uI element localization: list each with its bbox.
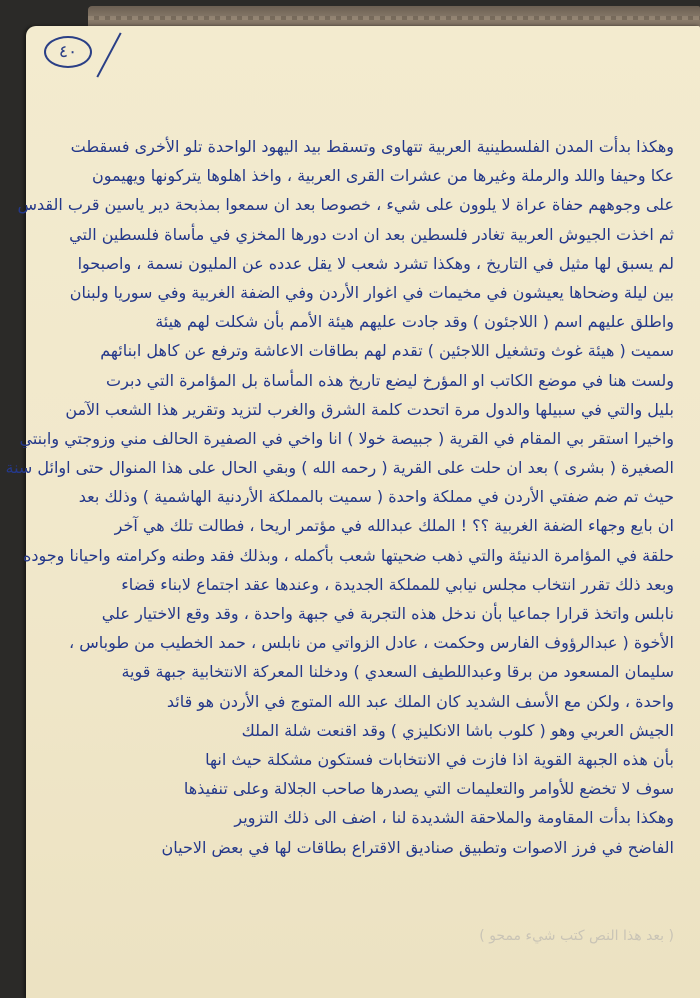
text-line: وهكذا بدأت المدن الفلسطينية العربية تتهاوى وتسقط بيد اليهود الواحدة تلو الأخرى فسقطت: [70, 137, 674, 156]
text-line: واحدة ، ولكن مع الأسف الشديد كان الملك عبد الله المتوج في الأردن هو قائد: [166, 691, 674, 711]
handwritten-text: [5, 132, 674, 862]
text-line: سليمان المسعود من برقا وعبداللطيف السعدي ) ودخلنا المعركة الانتخابية جبهة قوية: [121, 662, 674, 682]
text-line: وهكذا بدأت المقاومة والملاحقة الشديدة لنا ، اضف الى ذلك التزوير: [234, 808, 674, 828]
page-number: ٤٠: [44, 36, 92, 68]
faded-trace-line: ( بعد هذا النص كتب شيء ممحو ): [479, 928, 674, 944]
text-line: الجيش العربي وهو ( كلوب باشا الانكليزي ) وقد اقنعت شلة الملك: [241, 720, 674, 740]
text-line: بأن هذه الجبهة القوية اذا فازت في الانتخابات فستكون مشكلة حيث انها: [205, 749, 674, 769]
text-line: عكا وحيفا واللد والرملة وغيرها من عشرات القرى العربية ، واخذ اهلوها يتركونها ويهيمون: [91, 166, 674, 186]
text-line: ثم اخذت الجيوش العربية تغادر فلسطين بعد ان ادت دورها المخزي في مأساة فلسطين التي: [69, 224, 674, 244]
text-line: لم يسبق لها مثيل في التاريخ ، وهكذا تشرد شعب لا يقل عدده عن المليون نسمة ، واصبحوا: [77, 253, 674, 273]
text-line: على وجوههم حفاة عراة لا يلوون على شيء ، خصوصا بعد ان سمعوا بمذبحة دير ياسين قرب القدس: [17, 195, 674, 215]
text-line: بليل والتي في سبيلها والدول مرة اتحدت كلمة الشرق والغرب لتزيد وتقرير هذا الشعب الآمن: [65, 399, 674, 419]
text-line: سميت ( هيئة غوث وتشغيل اللاجئين ) تقدم لهم بطاقات الاعاشة وترفع عن كاهل ابنائهم: [100, 341, 674, 361]
text-line: نابلس واتخذ قرارا جماعيا بأن ندخل هذه التجربة في جبهة واحدة ، وقد وقع الاختيار علي: [101, 604, 674, 623]
text-line: الفاضح في فرز الاصوات وتطبيق صناديق الاقتراع بطاقات لها في بعض الاحيان: [161, 837, 674, 857]
text-line: بين ليلة وضحاها يعيشون في مخيمات في اغوار الأردن وفي الضفة الغربية وفي سوريا ولبنان: [69, 282, 674, 302]
text-line: ولست هنا في موضع الكاتب او المؤرخ ليضع تاريخ هذه المأساة بل المؤامرة التي دبرت: [106, 370, 674, 390]
text-line: الأخوة ( عبدالرؤوف الفارس وحكمت ، عادل الزواتي من نابلس ، حمد الخطيب من طوباس ،: [68, 633, 674, 653]
text-line: ان بايع وجهاء الضفة الغربية ؟؟ ! الملك عبدالله في مؤتمر اريحا ، فطالت تلك هي آخر: [114, 516, 674, 536]
text-line: حيث تم ضم ضفتي الأردن في مملكة واحدة ( سميت بالمملكة الأردنية الهاشمية ) وذلك بعد: [78, 487, 674, 507]
text-line: واطلق عليهم اسم ( اللاجئون ) وقد جادت عليهم هيئة الأمم بأن شكلت لهم هيئة: [155, 312, 674, 332]
text-line: الصغيرة ( بشرى ) بعد ان حلت على القرية ( رحمه الله ) وبقي الحال على هذا المنوال حتى اوائل سنة: [5, 458, 674, 478]
text-line: سوف لا تخضع للأوامر والتعليمات التي يصدرها صاحب الجلالة وعلى تنفيذها: [183, 779, 674, 799]
text-line: وبعد ذلك تقرر انتخاب مجلس نيابي للمملكة الجديدة ، وعندها عقد اجتماع لابناء قضاء: [121, 574, 674, 594]
text-line: واخيرا استقر بي المقام في القرية ( جبيصة خولا ) انا واخي في الصفيرة الحالف مني وزوجتي وابنتي: [19, 428, 674, 448]
text-line: حلقة في المؤامرة الدنيئة والتي ذهب ضحيتها شعب بأكمله ، وبذلك فقد وطنه وكرامته واحيانا وجوده: [23, 545, 674, 565]
